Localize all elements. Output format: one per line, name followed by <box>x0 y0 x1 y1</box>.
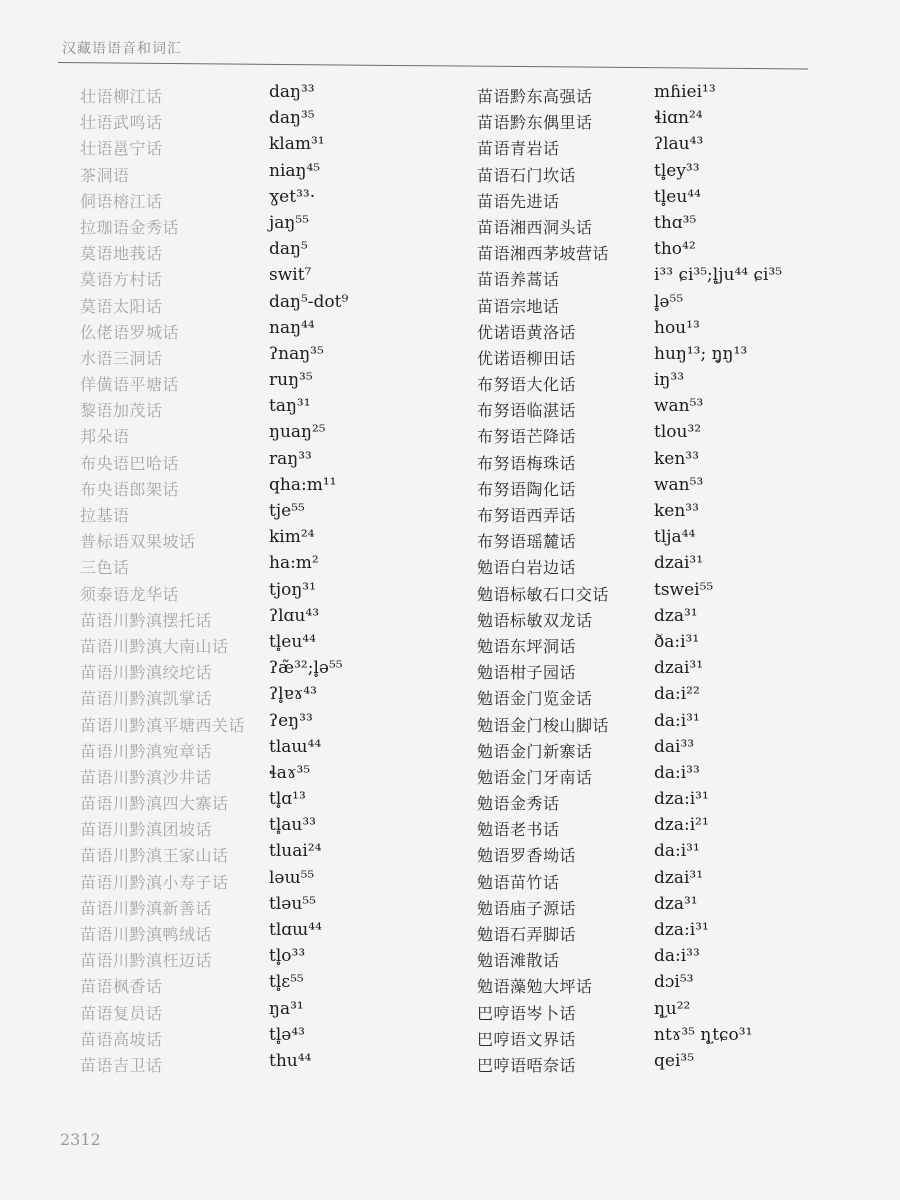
phonetic-form: da:i³¹ <box>654 710 700 731</box>
dialect-name: 拉珈语金秀话 <box>80 217 180 237</box>
phonetic-form: taŋ³¹ <box>269 396 311 417</box>
dialect-name: 勉语石弄脚话 <box>477 925 577 944</box>
dialect-name: 布努语临湛话 <box>477 401 577 421</box>
dialect-name: 勉语藻勉大坪话 <box>477 977 593 997</box>
dialect-name: 茶洞语 <box>80 165 130 185</box>
dialect-name: 勉语老书话 <box>477 820 560 840</box>
dialect-name: 侗语榕江话 <box>80 191 163 211</box>
phonetic-form: ŋuaŋ²⁵ <box>269 422 326 443</box>
dialect-name: 苗语湘西茅坡营话 <box>477 244 610 264</box>
dialect-name: 苗语川黔滇宛章话 <box>80 741 213 761</box>
dialect-name: 苗语黔东偶里话 <box>477 113 593 133</box>
phonetic-form: da:i³³ <box>654 762 700 783</box>
phonetic-form: ntɤ³⁵ ɳ̥tɕo³¹ <box>654 1024 753 1045</box>
phonetic-form: dai³³ <box>654 736 695 757</box>
dialect-name: 布努语西弄话 <box>477 506 577 525</box>
phonetic-form: ŋa³¹ <box>269 998 304 1019</box>
dialect-name: 苗语川黔滇团坡话 <box>80 820 213 840</box>
phonetic-form: tl̥ɛ⁵⁵ <box>269 972 304 993</box>
dialect-name: 勉语柑子园话 <box>477 663 577 683</box>
dialect-name: 三色话 <box>80 558 130 578</box>
phonetic-form: qei³⁵ <box>654 1050 695 1071</box>
phonetic-form: ʔnaŋ³⁵ <box>269 343 324 364</box>
dialect-name: 普标语双果坡话 <box>80 532 196 552</box>
phonetic-form: ɣet³³· <box>269 186 316 207</box>
phonetic-form: qha:m¹¹ <box>269 474 337 495</box>
phonetic-form: tl̥eu⁴⁴ <box>654 186 701 207</box>
phonetic-form: ʔeŋ³³ <box>269 710 313 731</box>
dialect-name: 布努语陶化话 <box>477 479 577 499</box>
phonetic-form: tlja⁴⁴ <box>654 527 696 548</box>
dialect-name: 苗语川黔滇新善话 <box>80 898 213 918</box>
dialect-name: 勉语苗竹话 <box>477 872 560 892</box>
dialect-name: 勉语东坪洞话 <box>477 636 577 656</box>
phonetic-form: tlaɯ⁴⁴ <box>269 736 322 757</box>
dialect-name: 苗语川黔滇平塘西关话 <box>80 715 246 735</box>
phonetic-form: dza:i²¹ <box>654 815 709 836</box>
phonetic-form: huŋ¹³; ŋ̥ŋ¹³ <box>654 343 748 364</box>
phonetic-form: mɦiei¹³ <box>654 82 716 102</box>
dialect-name: 勉语金秀话 <box>477 794 560 814</box>
dialect-name: 壮语武鸣话 <box>80 113 163 133</box>
dialect-name: 仫佬语罗城话 <box>80 322 180 342</box>
dialect-name: 莫语太阳话 <box>80 296 163 316</box>
phonetic-form: i³³ ɕi³⁵;l̥ju⁴⁴ ɕi³⁵ <box>654 265 783 286</box>
dialect-name: 苗语川黔滇枉迈话 <box>80 951 213 971</box>
phonetic-form: daŋ³³ <box>269 82 315 102</box>
phonetic-form: ruŋ³⁵ <box>269 370 313 391</box>
dialect-name: 勉语庙子源话 <box>477 898 577 918</box>
dialect-name: 勉语金门牙南话 <box>477 767 593 787</box>
dialect-name: 苗语复员话 <box>80 1003 163 1023</box>
phonetic-form: dza³¹ <box>654 605 698 626</box>
dialect-name: 苗语川黔滇凯掌话 <box>80 689 213 709</box>
dialect-name: 巴哼语文界话 <box>477 1029 577 1049</box>
dialect-name: 勉语白岩边话 <box>477 558 577 578</box>
dialect-name: 苗语湘西洞头话 <box>477 217 593 237</box>
phonetic-form: dza:i³¹ <box>654 789 709 810</box>
dialect-name: 苗语川黔滇绞坨话 <box>80 663 213 683</box>
phonetic-form: raŋ³³ <box>269 448 312 469</box>
dialect-name: 苗语吉卫话 <box>80 1055 163 1075</box>
phonetic-form: daŋ³⁵ <box>269 108 315 129</box>
phonetic-form: dza:i³¹ <box>654 920 709 940</box>
phonetic-form: ɳ̥u²² <box>654 998 691 1019</box>
phonetic-form: dzai³¹ <box>654 658 704 679</box>
phonetic-form: ha:m² <box>269 553 319 574</box>
phonetic-form: jaŋ⁵⁵ <box>269 212 309 233</box>
dialect-name: 苗语黔东高强话 <box>477 87 593 106</box>
dialect-name: 勉语罗香坳话 <box>477 846 577 866</box>
phonetic-form: tjoŋ³¹ <box>269 579 316 600</box>
phonetic-form: ða:i³¹ <box>654 631 700 652</box>
dialect-name: 苗语川黔滇摆托话 <box>80 610 213 630</box>
phonetic-form: thu⁴⁴ <box>269 1050 312 1071</box>
phonetic-form: tho⁴² <box>654 239 696 260</box>
dialect-name: 布央语巴哈话 <box>80 453 180 473</box>
phonetic-form: tl̥ɑ¹³ <box>269 789 306 810</box>
phonetic-form: iŋ³³ <box>654 370 685 391</box>
phonetic-form: l̥ə⁵⁵ <box>654 291 684 312</box>
phonetic-form: tləu⁵⁵ <box>269 893 316 914</box>
dialect-name: 苗语川黔滇小寿子话 <box>80 872 229 892</box>
phonetic-form: da:i²² <box>654 684 700 705</box>
dialect-name: 优诺语柳田话 <box>477 348 577 368</box>
dialect-name: 布央语郎架话 <box>80 479 180 499</box>
phonetic-form: dzai³¹ <box>654 553 704 574</box>
dialect-name: 苗语川黔滇鸭绒话 <box>80 925 213 944</box>
dialect-name: 苗语青岩话 <box>477 139 560 159</box>
phonetic-form: ken³³ <box>654 448 699 469</box>
phonetic-form: hou¹³ <box>654 317 700 338</box>
dialect-name: 布努语芒降话 <box>477 427 577 447</box>
phonetic-form: tl̥eu⁴⁴ <box>269 631 316 652</box>
phonetic-form: tluai²⁴ <box>269 841 322 862</box>
phonetic-form: naŋ⁴⁴ <box>269 317 315 338</box>
dialect-name: 壮语柳江话 <box>80 87 163 106</box>
phonetic-form: dzai³¹ <box>654 867 704 888</box>
dialect-name: 苗语先进话 <box>477 191 560 211</box>
dialect-name: 勉语金门梭山脚话 <box>477 715 610 735</box>
phonetic-form: ʔlau⁴³ <box>654 134 704 155</box>
phonetic-form: tlou³² <box>654 422 702 443</box>
phonetic-form: tl̥au³³ <box>269 815 316 836</box>
dialect-name: 黎语加茂话 <box>80 401 163 421</box>
phonetic-form: kim²⁴ <box>269 527 315 548</box>
phonetic-form: tlɑɯ⁴⁴ <box>269 920 322 940</box>
running-header-title: 汉藏语语音和词汇 <box>62 41 182 57</box>
phonetic-form: ken³³ <box>654 501 699 521</box>
dialect-name: 勉语金门新寨话 <box>477 741 593 761</box>
page-number: 2312 <box>60 1130 101 1149</box>
dialect-name: 拉基语 <box>80 506 130 525</box>
phonetic-form: da:i³¹ <box>654 841 700 862</box>
dialect-name: 苗语川黔滇四大寨话 <box>80 794 229 814</box>
phonetic-form: ləɯ⁵⁵ <box>269 867 315 888</box>
dialect-name: 优诺语黄洛话 <box>477 322 577 342</box>
dialect-name: 莫语方村话 <box>80 270 163 290</box>
phonetic-form: niaŋ⁴⁵ <box>269 160 321 181</box>
dialect-name: 勉语标敏双龙话 <box>477 610 593 630</box>
phonetic-form: dza³¹ <box>654 893 698 914</box>
phonetic-form: tje⁵⁵ <box>269 501 305 521</box>
phonetic-form: tl̥o³³ <box>269 946 306 967</box>
dialect-name: 莫语地莪话 <box>80 244 163 264</box>
phonetic-form: tl̥ə⁴³ <box>269 1024 305 1045</box>
dialect-name: 苗语石门坎话 <box>477 165 577 185</box>
phonetic-form: da:i³³ <box>654 946 700 967</box>
phonetic-form: thɑ³⁵ <box>654 212 697 233</box>
phonetic-form: daŋ⁵-dot⁹ <box>269 291 349 312</box>
phonetic-form: tswei⁵⁵ <box>654 579 714 600</box>
phonetic-form: ʔlɑu⁴³ <box>269 605 320 626</box>
dialect-name: 苗语枫香话 <box>80 977 163 997</box>
phonetic-form: wan⁵³ <box>654 474 704 495</box>
dialect-name: 勉语标敏石口交话 <box>477 584 610 604</box>
phonetic-form: klam³¹ <box>269 134 325 155</box>
dialect-name: 勉语金门览金话 <box>477 689 593 709</box>
dialect-name: 勉语滩散话 <box>477 951 560 971</box>
dialect-name: 苗语养蒿话 <box>477 270 560 290</box>
phonetic-form: ɬiɑn²⁴ <box>654 108 703 129</box>
phonetic-form: ʔæ̃³²;l̥ə⁵⁵ <box>269 658 343 679</box>
dialect-name: 苗语高坡话 <box>80 1029 163 1049</box>
phonetic-form: ɬaɤ³⁵ <box>269 762 311 783</box>
dialect-name: 苗语川黔滇沙井话 <box>80 767 213 787</box>
dialect-name: 邦朵语 <box>80 427 130 447</box>
dialect-name: 布努语大化话 <box>477 375 577 395</box>
phonetic-form: dɔi⁵³ <box>654 972 694 993</box>
phonetic-form: ʔl̥ɐɤ⁴³ <box>269 684 317 705</box>
dialect-name: 巴哼语唔奈话 <box>477 1055 577 1075</box>
phonetic-form: swit⁷ <box>269 265 312 286</box>
header-rule <box>58 62 808 70</box>
dialect-name: 水语三洞话 <box>80 348 163 368</box>
phonetic-form: daŋ⁵ <box>269 239 308 260</box>
dialect-name: 苗语川黔滇大南山话 <box>80 636 229 656</box>
phonetic-form: tl̥ey³³ <box>654 160 700 181</box>
dialect-name: 布努语梅珠话 <box>477 453 577 473</box>
dialect-name: 壮语邕宁话 <box>80 139 163 159</box>
phonetic-form: wan⁵³ <box>654 396 704 417</box>
dialect-name: 巴哼语岑卜话 <box>477 1003 577 1023</box>
dialect-name: 佯僙语平塘话 <box>80 375 180 395</box>
dialect-name: 须泰语龙华话 <box>80 584 180 604</box>
dialect-name: 苗语川黔滇王家山话 <box>80 846 229 866</box>
dialect-name: 苗语宗地话 <box>477 296 560 316</box>
page-header <box>0 0 900 80</box>
dialect-name: 布努语瑶麓话 <box>477 532 577 552</box>
